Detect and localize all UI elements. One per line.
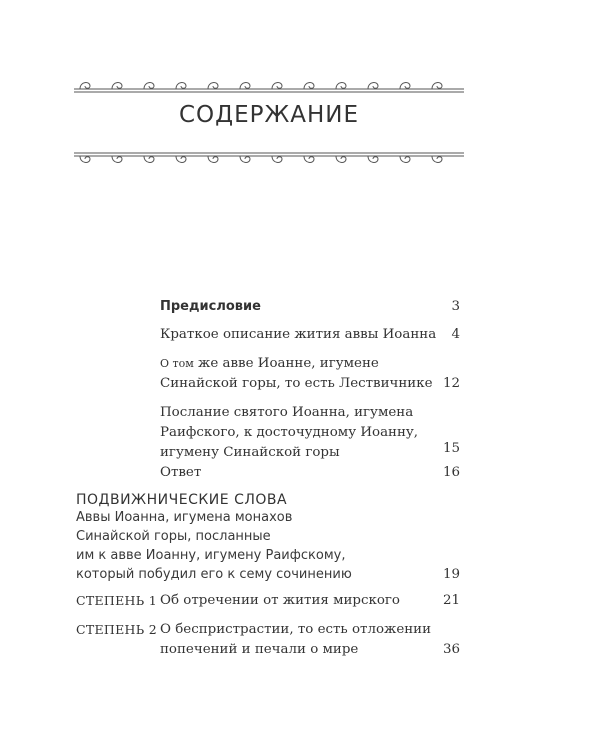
step-label: СТЕПЕНЬ 2 [76, 622, 158, 637]
section-subtitle-line: Аввы Иоанна, игумена монахов [76, 510, 293, 525]
toc-page-number: 19 [442, 567, 460, 582]
toc-page-number: 16 [442, 465, 460, 480]
toc-page-number: 12 [442, 376, 460, 391]
scroll-curl [368, 83, 378, 89]
toc-entry-title: Краткое описание жития аввы Иоанна [160, 327, 437, 342]
section-subtitle-line: который побудил его к сему сочинению [76, 567, 352, 582]
toc-entry-title-line: Раифского, к досточудному Иоанну, [160, 425, 419, 440]
toc-entry-prefix: О том [160, 357, 194, 370]
scroll-curl [432, 83, 442, 89]
scroll-curl [176, 156, 186, 162]
scroll-curl [240, 83, 250, 89]
scroll-curl [336, 156, 346, 162]
scroll-curl [80, 83, 90, 89]
scroll-curl [144, 156, 154, 162]
scroll-curl [112, 83, 122, 89]
toc-entry-life[interactable] [160, 325, 436, 345]
scroll-curl [144, 83, 154, 89]
toc-entry-title: же авве Иоанне, игумене [193, 356, 379, 371]
toc-entry-title-line: игумену Синайской горы [160, 445, 340, 460]
toc-entry-letter[interactable] [160, 403, 418, 463]
scroll-curl [336, 83, 346, 89]
toc-page-number: 3 [451, 299, 460, 314]
toc-entry-answer[interactable] [160, 463, 201, 483]
scroll-curl [112, 156, 122, 162]
scroll-ornament-icon [74, 78, 464, 100]
scroll-curl [272, 156, 282, 162]
ornament-bottom [74, 142, 464, 164]
scroll-curl [368, 156, 378, 162]
section-title[interactable]: ПОДВИЖНИЧЕСКИЕ СЛОВА [76, 492, 288, 508]
scroll-curl [80, 156, 90, 162]
scroll-curl [400, 156, 410, 162]
scroll-curl [208, 83, 218, 89]
toc-entry-preface[interactable] [160, 297, 261, 317]
toc-entry-title: Предисловие [160, 299, 261, 314]
scroll-curl [208, 156, 218, 162]
section-subtitle-line: им к авве Иоанну, игумену Раифскому, [76, 548, 346, 563]
toc-page-number: 36 [442, 642, 460, 657]
scroll-ornament-icon [74, 142, 464, 164]
toc-entry-title: Ответ [160, 465, 202, 480]
scroll-curl [272, 83, 282, 89]
step-label: СТЕПЕНЬ 1 [76, 593, 158, 608]
toc-page-number: 15 [442, 441, 460, 456]
ornament-top [74, 78, 464, 100]
toc-entry-title-line: Синайской горы, то есть Лествичнике [160, 376, 433, 391]
scroll-curl [176, 83, 186, 89]
toc-entry-title: О беспристрастии, то есть отложении [160, 622, 432, 637]
page-title: СОДЕРЖАНИЕ [178, 102, 360, 128]
toc-entry-title: Об отречении от жития мирского [160, 593, 400, 608]
toc-entry-title-line: попечений и печали о мире [160, 642, 359, 657]
toc-page-number: 21 [442, 593, 460, 608]
scroll-curl [240, 156, 250, 162]
scroll-curl [400, 83, 410, 89]
toc-page-number: 4 [451, 327, 460, 342]
toc-entry-ladder[interactable] [160, 354, 433, 394]
section-subtitle-line: Синайской горы, посланные [76, 529, 271, 544]
scroll-curl [304, 156, 314, 162]
scroll-curl [304, 83, 314, 89]
toc-entry-title: Послание святого Иоанна, игумена [160, 405, 414, 420]
scroll-curl [432, 156, 442, 162]
section-subtitle [76, 508, 352, 584]
toc-entry-step-2[interactable] [160, 620, 431, 660]
toc-entry-step-1[interactable] [160, 591, 400, 611]
